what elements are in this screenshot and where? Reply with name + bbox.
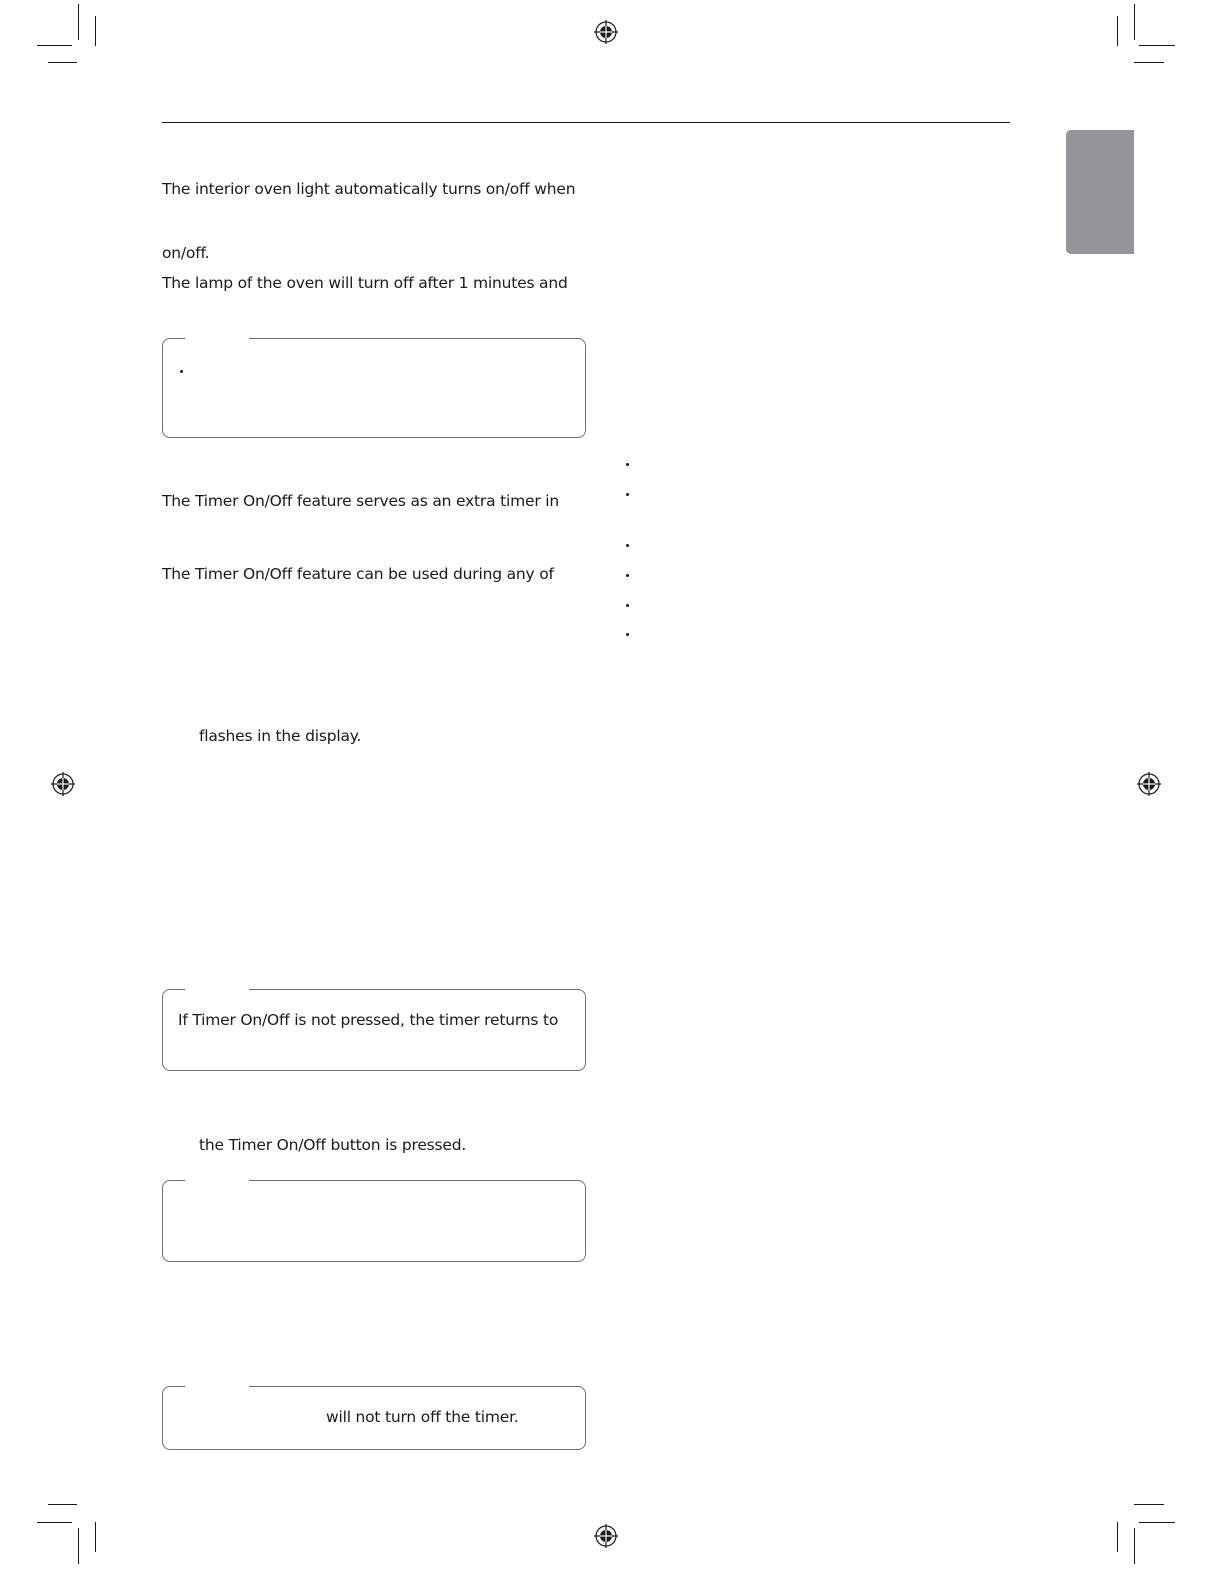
registration-target-icon <box>51 772 75 796</box>
note-label-gap <box>185 337 249 341</box>
right-bullet-3 <box>626 544 629 547</box>
light-paragraph-line3: The lamp of the oven will turn off after 1 minutes and <box>162 274 568 292</box>
registration-target-icon <box>594 1524 618 1548</box>
right-bullet-2 <box>626 493 629 496</box>
light-paragraph-line2: on/off. <box>162 244 210 262</box>
right-bullet-5 <box>626 604 629 607</box>
header-rule <box>162 122 1010 123</box>
note-timer-returns-text: If Timer On/Off is not pressed, the timer returns to <box>178 1011 559 1029</box>
registration-target-icon <box>1137 772 1161 796</box>
note-box-1 <box>162 338 586 438</box>
timer-paragraph-line2: The Timer On/Off feature can be used during any of <box>162 565 554 583</box>
note-label-gap <box>185 988 249 992</box>
note-box-3 <box>162 1180 586 1262</box>
note-bullet <box>180 370 183 373</box>
right-bullet-6 <box>626 633 629 636</box>
light-paragraph-line1: The interior oven light automatically turns on/off when <box>162 180 576 198</box>
right-bullet-4 <box>626 574 629 577</box>
note-box-4 <box>162 1386 586 1450</box>
note-label-gap <box>185 1179 249 1183</box>
timer-paragraph-line1: The Timer On/Off feature serves as an extra timer in <box>162 492 559 510</box>
right-bullet-1 <box>626 463 629 466</box>
step-flashes-text: flashes in the display. <box>199 727 362 745</box>
note-box-2 <box>162 989 586 1071</box>
step-pressed-text: the Timer On/Off button is pressed. <box>199 1136 467 1154</box>
registration-target-icon <box>594 20 618 44</box>
note-label-gap <box>185 1385 249 1389</box>
note-timer-off-text: will not turn off the timer. <box>326 1408 519 1426</box>
section-tab <box>1066 130 1134 254</box>
